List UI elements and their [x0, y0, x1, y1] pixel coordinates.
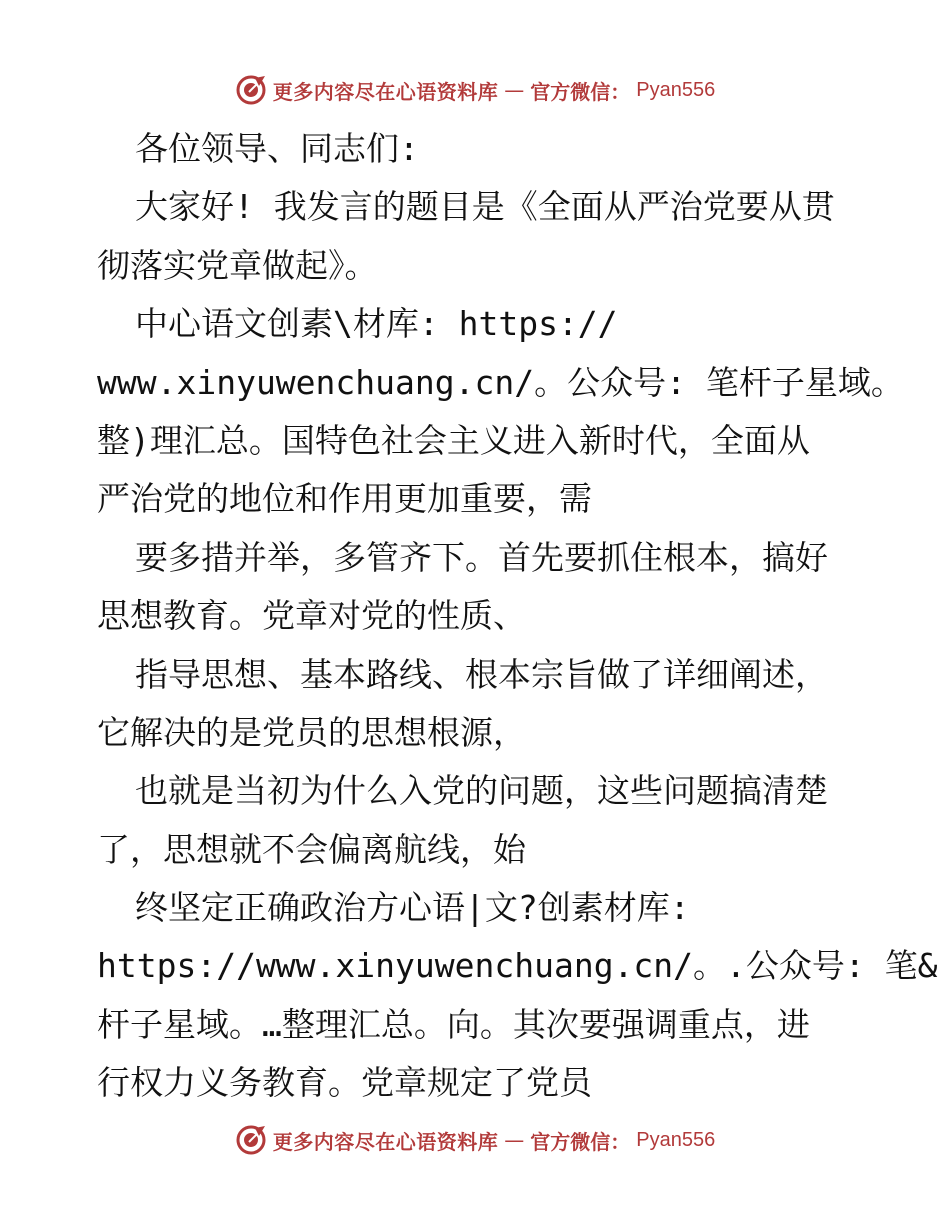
footer-separator: — — [504, 1128, 525, 1152]
footer-banner — [0, 1120, 950, 1160]
text-line: 中心语文创素\材库: https:// — [135, 304, 618, 344]
header-official-label: 官方微信： — [530, 79, 631, 104]
header-banner — [0, 70, 950, 110]
footer-account-id: Pyan556 — [636, 1128, 716, 1151]
footer-tagline: 更多内容尽在心语资料库 — [272, 1129, 499, 1154]
footer-official-label: 官方微信： — [530, 1129, 631, 1154]
document-body — [97, 120, 938, 1113]
text-line: 严治党的地位和作用更加重要，需 — [97, 479, 592, 519]
text-line: 也就是当初为什么入党的问题，这些问题搞清楚 — [135, 771, 828, 811]
text-line: 杆子星域。…整理汇总。向。其次要强调重点，进 — [97, 1004, 810, 1044]
seal-pen-icon — [235, 1124, 267, 1156]
header-separator: — — [504, 78, 525, 102]
text-line: 彻落实党章做起》。 — [97, 245, 378, 285]
text-line: 大家好! 我发言的题目是《全面从严治党要从贯 — [135, 187, 835, 227]
seal-pen-icon — [235, 74, 267, 106]
header-account-id: Pyan556 — [636, 78, 716, 101]
text-line: 思想教育。党章对党的性质、 — [97, 596, 526, 636]
text-line: 整)理汇总。国特色社会主义进入新时代，全面从 — [97, 420, 810, 460]
text-line: www.xinyuwenchuang.cn/。公众号: 笔杆子星域。 — [97, 362, 904, 402]
text-line: https://www.xinyuwenchuang.cn/。.公众号: 笔& — [97, 946, 938, 986]
text-line: 了，思想就不会偏离航线，始 — [97, 829, 526, 869]
text-line: 指导思想、基本路线、根本宗旨做了详细阐述， — [135, 654, 828, 694]
header-tagline: 更多内容尽在心语资料库 — [272, 79, 499, 104]
text-line: 终坚定正确政治方心语|文?创素材库: — [135, 888, 690, 928]
text-line: 行权力义务教育。党章规定了党员 — [97, 1063, 592, 1103]
text-line: 它解决的是党员的思想根源， — [97, 712, 526, 752]
text-line: 各位领导、同志们: — [135, 129, 419, 168]
text-line: 要多措并举，多管齐下。首先要抓住根本，搞好 — [135, 537, 828, 577]
